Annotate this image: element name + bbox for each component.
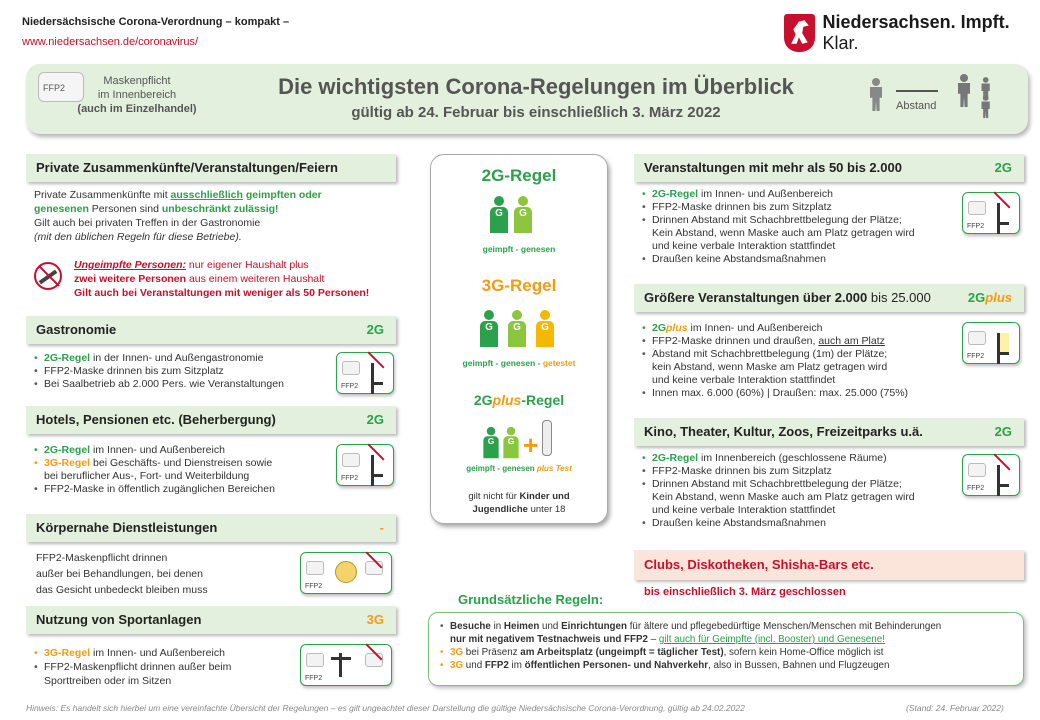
list-item: • 2G-Regel im Innen- und Außenbereich (642, 188, 962, 201)
person-g-icon: G (536, 310, 554, 348)
list-item: • 3G-Regel im Innen- und Außenbereich (34, 646, 314, 660)
mask-sport-icon: FFP2 (300, 644, 392, 686)
list-item: • 3G-Regel bei Geschäfts- und Dienstreisen sowie bei beruflicher Aus-, Fort- und Weiterbildung (34, 457, 334, 483)
list-item: • 2G-Regel in der Innen- und Außengastronomie (34, 352, 334, 365)
list-item: • Drinnen Abstand mit Schachbrettbelegung der Plätze; Kein Abstand, wenn Maske auch am Platz getragen wird und keine verbale Interaktion stattfindet (642, 478, 962, 517)
mask-chair-icon: FFP2 (336, 444, 394, 486)
list-item: • 3G bei Präsenz am Arbeitsplatz (ungeimpft = täglicher Test), sofern kein Home-Office möglich ist (440, 646, 1020, 659)
list-item: • 3G und FFP2 im öffentlichen Personen- und Nahverkehr, also in Bussen, Bahnen und Flugzeugen (440, 659, 1020, 672)
mask-chair-icon: FFP2 (962, 322, 1020, 364)
private-text: Private Zusammenkünfte mit ausschließlich geimpften oder genesenen Personen sind unbeschränkt zulässig! Gilt auch bei privaten Treffen in der Gastronomie (mit den üblichen Regeln für diese Betriebe). (34, 189, 322, 243)
list-item: • FFP2-Maske drinnen bis zum Sitzplatz (642, 465, 962, 478)
rule-2g-subtitle: geimpft - genesen (482, 244, 556, 254)
mask-line-2: im Innenbereich (97, 89, 177, 101)
rule-3g-subtitle: geimpft - genesen - getestet (462, 358, 576, 368)
kino-list (642, 452, 962, 530)
section-private-header: Private Zusammenkünfte/Veranstaltungen/Feiern (26, 154, 396, 182)
person-g-icon: G (514, 196, 532, 234)
person-g-icon: G (490, 196, 508, 234)
person-icon (870, 78, 880, 112)
crossed-syringe-icon (34, 262, 62, 290)
niedersachsen-logo (784, 12, 1040, 54)
rule-tag: 3G (366, 612, 384, 627)
person-icon (982, 95, 989, 119)
list-item: • FFP2-Maske drinnen bis zum Sitzplatz (642, 201, 962, 214)
rule-tag: 2G (366, 412, 384, 427)
person-icon (958, 74, 968, 108)
gastro-list (34, 352, 334, 391)
logo-text-klar: Klar. (822, 33, 859, 53)
hotels-list (34, 444, 334, 496)
rule-tag: 2G (994, 424, 1012, 439)
list-item: • FFP2-Maske drinnen und draußen, auch am Platz (642, 335, 962, 348)
rule-tag: 2G (994, 160, 1012, 175)
basic-rules-list (440, 620, 1020, 672)
gross-list (642, 322, 962, 400)
mask-chair-icon: FFP2 (962, 454, 1020, 496)
rule-2g-title: 2G-Regel (481, 166, 557, 185)
person-g-icon: G (483, 427, 498, 459)
mask-line-3: (auch im Einzelhandel) (77, 103, 197, 115)
horse-shield-icon (784, 14, 815, 52)
section-veranstaltungen-header: Veranstaltungen mit mehr als 50 bis 2.000 2G (634, 154, 1024, 182)
mask-chair-icon: FFP2 (962, 192, 1020, 234)
list-item: • 2G-Regel im Innen- und Außenbereich (34, 444, 334, 457)
document-title: Niedersächsische Corona-Verordnung – kompakt – (22, 16, 290, 28)
list-item: • FFP2-Maske drinnen bis zum Sitzplatz (34, 365, 334, 378)
rule-tag: 2Gplus (967, 290, 1012, 305)
basic-rules-title: Grundsätzliche Regeln: (458, 592, 604, 607)
rule-tag: - (379, 520, 384, 535)
section-gastronomie-header: Gastronomie 2G (26, 316, 396, 344)
unvaccinated-text: Ungeimpfte Personen: nur eigener Haushalt plus zwei weitere Personen aus einem weiteren Haushalt Gilt auch bei Veranstaltungen mit weniger als 50 Personen! (74, 259, 370, 299)
section-kino-header: Kino, Theater, Kultur, Zoos, Freizeitparks u.ä. 2G (634, 418, 1024, 446)
mask-chair-icon: FFP2 (336, 352, 394, 394)
rule-2gplus-title: 2Gplus-Regel (473, 392, 565, 408)
section-koerpernahe-header: Körpernahe Dienstleistungen - (26, 514, 396, 542)
footnote: Hinweis: Es handelt sich hierbei um eine vereinfachte Übersicht der Regelungen – es gilt ungeachtet dieser Darstellung die gültige Niedersächsische Corona-Verordnung, gültig ab 24.02.2022 (26, 703, 745, 713)
face-icon (335, 561, 357, 583)
clubs-closed-text: bis einschließlich 3. März geschlossen (644, 586, 846, 598)
plus-icon: + (523, 430, 539, 460)
person-g-icon: G (508, 310, 526, 348)
arrow-icon (896, 90, 938, 92)
list-item: • 2G-Regel im Innenbereich (geschlossene Räume) (642, 452, 962, 465)
list-item: • Draußen keine Abstandsmaßnahmen (642, 517, 962, 530)
section-hotels-header: Hotels, Pensionen etc. (Beherbergung) 2G (26, 406, 396, 434)
person-g-icon: G (480, 310, 498, 348)
list-item: • Innen max. 6.000 (60%) | Draußen: max. 25.000 (75%) (642, 387, 962, 400)
rule-2gplus-subtitle: geimpft - genesen plus Test (466, 464, 572, 473)
list-item: • Abstand mit Schachbrettbelegung (1m) der Plätze; kein Abstand, wenn Maske am Platz getragen wird und keine verbale Interaktion stattfindet (642, 348, 962, 387)
test-kit-icon (542, 420, 552, 456)
list-item: • Draußen keine Abstandsmaßnahmen (642, 253, 962, 266)
list-item: • Besuche in Heimen und Einrichtungen für ältere und pflegebedürftige Menschen/Menschen mit Behinderungen nur mit negativem Testnachweis und FFP2 – gilt auch für Geimpfte (incl. Booster) und Genesene! (440, 620, 1020, 646)
rules-footnote: gilt nicht für Kinder und Jugendliche unter 18 (468, 491, 570, 515)
list-item: • FFP2-Maske in öffentlich zugänglichen Bereichen (34, 483, 334, 496)
section-clubs-header: Clubs, Diskotheken, Shisha-Bars etc. (634, 550, 1024, 580)
list-item: • Drinnen Abstand mit Schachbrettbelegung der Plätze; Kein Abstand, wenn Maske auch am Platz getragen wird und keine verbale Interaktion stattfindet (642, 214, 962, 253)
mask-badge-label: FFP2 (43, 83, 66, 93)
section-sport-header: Nutzung von Sportanlagen 3G (26, 606, 396, 634)
list-item: • Bei Saalbetrieb ab 2.000 Pers. wie Veranstaltungen (34, 378, 334, 391)
sport-list (34, 646, 314, 688)
mask-line-1: Maskenpflicht (103, 75, 171, 87)
page-title: Die wichtigsten Corona-Regelungen im Überblick (278, 74, 794, 99)
distance-label: Abstand (896, 100, 937, 112)
page-subtitle: gültig ab 24. Februar bis einschließlich 3. März 2022 (351, 104, 721, 121)
section-grosse-veranstaltungen-header: Größere Veranstaltungen über 2.000 bis 25.000 2Gplus (634, 284, 1024, 312)
veran-list (642, 188, 962, 266)
mask-requirement-text (74, 74, 200, 116)
date-stamp: (Stand: 24. Februar 2022) (906, 703, 1004, 713)
logo-text: Niedersachsen. Impft. (822, 12, 1010, 32)
list-item: • 2Gplus im Innen- und Außenbereich (642, 322, 962, 335)
distance-icon (866, 72, 1006, 120)
koerper-text: FFP2-Maskenpflicht drinnen außer bei Behandlungen, bei denen das Gesicht unbedeckt bleiben muss (36, 552, 208, 596)
person-g-icon: G (503, 427, 518, 459)
list-item: • FFP2-Maskenpflicht drinnen außer beim Sporttreiben oder im Sitzen (34, 660, 314, 688)
website-link[interactable]: www.niedersachsen.de/coronavirus/ (22, 36, 199, 48)
rule-3g-title: 3G-Regel (481, 276, 557, 295)
mask-face-icon: FFP2 (300, 552, 392, 594)
rule-tag: 2G (366, 322, 384, 337)
